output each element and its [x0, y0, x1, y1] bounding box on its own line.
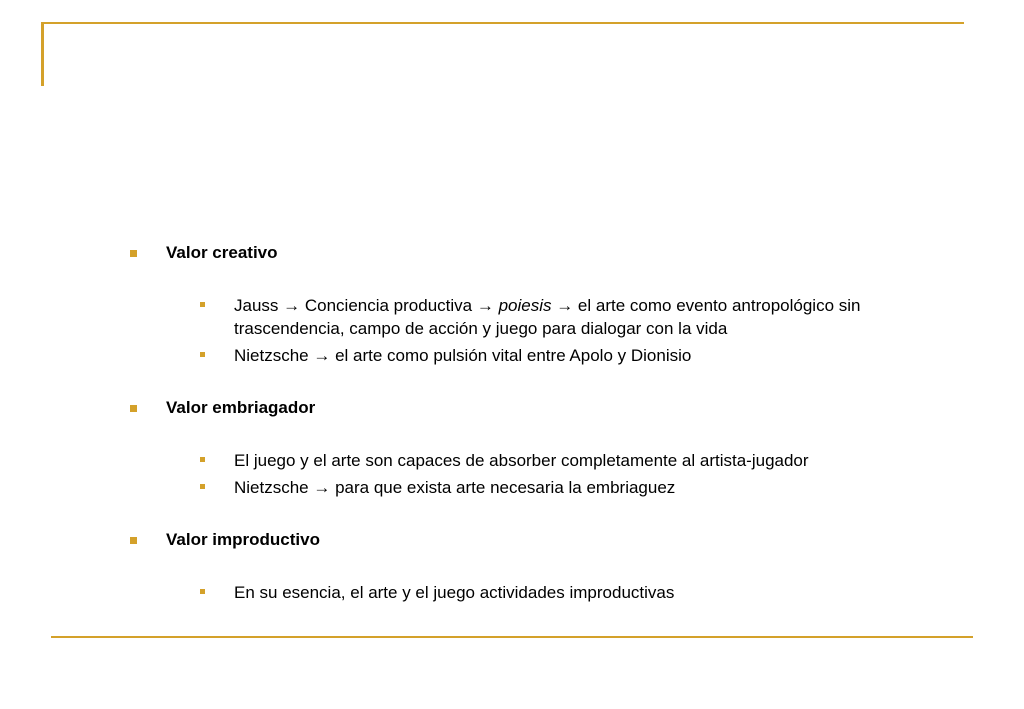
square-bullet-icon: [200, 484, 205, 489]
square-bullet-icon: [130, 537, 137, 544]
square-bullet-icon: [200, 457, 205, 462]
section-heading: Valor improductivo: [166, 530, 320, 549]
square-bullet-icon: [200, 352, 205, 357]
list-item: Nietzsche → el arte como pulsión vital entre Apolo y Dionisio: [234, 346, 692, 365]
square-bullet-icon: [130, 405, 137, 412]
section-heading: Valor embriagador: [166, 398, 316, 417]
list-item: Nietzsche → para que exista arte necesaria la embriaguez: [234, 478, 676, 497]
item-text: Jauss → Conciencia productiva →: [234, 296, 499, 315]
square-bullet-icon: [130, 250, 137, 257]
square-bullet-icon: [200, 302, 205, 307]
square-bullet-icon: [200, 589, 205, 594]
item-emphasis: poiesis: [498, 296, 552, 315]
list-item: [234, 294, 934, 340]
item-text: → el arte como evento antropológico sin trascendencia, campo de acción y juego para dialogar con la vida: [234, 296, 861, 338]
list-item: El juego y el arte son capaces de absorber completamente al artista-jugador: [234, 451, 809, 470]
section-heading: Valor creativo: [166, 243, 278, 262]
list-item: En su esencia, el arte y el juego actividades improductivas: [234, 583, 675, 602]
